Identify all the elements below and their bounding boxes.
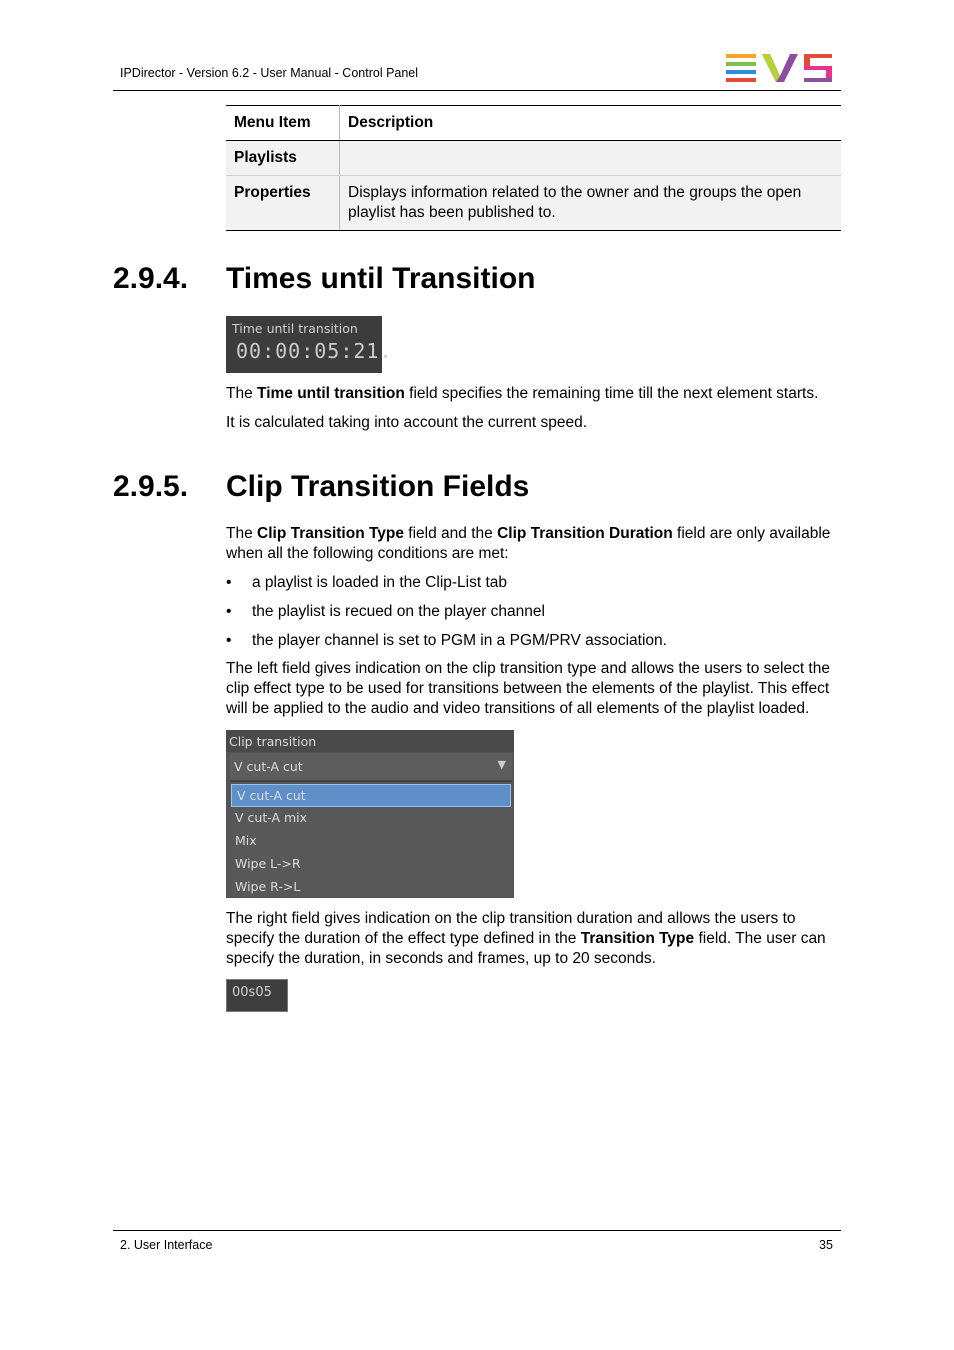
clip-transition-label: Clip transition <box>229 734 317 749</box>
option-label: V cut-A cut <box>237 788 306 803</box>
table-cell-item: Playlists <box>226 141 340 176</box>
time-until-transition-value: 00:00:05:21. <box>236 339 393 363</box>
evs-logo <box>726 54 834 82</box>
footer-chapter: 2. User Interface <box>120 1238 213 1252</box>
table-cell-item: Properties <box>226 176 340 231</box>
time-until-transition-widget <box>226 316 393 373</box>
option-label: Wipe R->L <box>235 879 301 894</box>
list-item-text: a playlist is loaded in the Clip-List tab <box>252 574 508 591</box>
time-until-transition-label: Time until transition <box>232 321 358 336</box>
table-row <box>226 141 841 176</box>
bold-text: Time until transition <box>257 385 405 402</box>
menu-table <box>226 105 841 231</box>
paragraph-left-field: The left field gives indication on the clip transition type and allows the users to select the clip effect type to be used for transitions between the elements of the playlist. This effect will be applied to the audio and video transitions of all elements of the playlist loaded. <box>226 660 830 717</box>
chevron-down-icon: ▼ <box>497 758 506 771</box>
header-rule <box>113 90 841 91</box>
dropdown-value: V cut-A cut <box>234 759 303 774</box>
dropdown-option[interactable] <box>230 830 512 851</box>
dropdown-list <box>230 783 512 896</box>
clip-transition-dropdown[interactable] <box>230 753 512 782</box>
table-cell-desc: Displays information related to the owner and the groups the open playlist has been published to. <box>340 176 842 231</box>
section-number: 2.9.4. <box>113 262 189 295</box>
list-item-text: the player channel is set to PGM in a PGM/PRV association. <box>252 632 667 649</box>
text: field are only available when all the following conditions are met: <box>226 525 831 562</box>
option-label: Wipe L->R <box>235 856 301 871</box>
bullet-icon: • <box>226 632 232 649</box>
table-row <box>226 176 841 231</box>
paragraph-intro <box>226 524 841 564</box>
dropdown-option[interactable] <box>230 876 512 897</box>
clip-transition-duration-field[interactable] <box>226 979 288 1012</box>
bullet-icon: • <box>226 574 232 591</box>
list-item-text: the playlist is recued on the player channel <box>252 603 545 620</box>
option-label: Mix <box>235 833 257 848</box>
clip-transition-header <box>226 730 514 752</box>
text: field and the <box>404 525 498 542</box>
text: The right field gives indication on the clip transition duration and allows the users to specify the duration of the effect type defined in the <box>226 910 796 947</box>
dropdown-option[interactable] <box>231 784 511 807</box>
clip-transition-widget <box>226 730 514 898</box>
text: field. The user can specify the duration, in seconds and frames, up to 20 seconds. <box>226 930 826 967</box>
dropdown-option[interactable] <box>230 807 512 828</box>
paragraph-time-until-transition <box>226 384 841 404</box>
footer-rule <box>113 1230 841 1231</box>
text: The <box>226 525 258 542</box>
text: field specifies the remaining time till the next element starts. <box>404 385 819 402</box>
bold-text: Clip Transition Type <box>257 525 404 542</box>
table-header-menu-item: Menu Item <box>226 106 340 141</box>
paragraph-speed: It is calculated taking into account the current speed. <box>226 414 588 431</box>
section-title: Clip Transition Fields <box>226 470 530 503</box>
section-title: Times until Transition <box>226 262 536 295</box>
bullet-icon: • <box>226 603 232 620</box>
page-number: 35 <box>819 1238 833 1252</box>
section-number: 2.9.5. <box>113 470 189 503</box>
header-title: IPDirector - Version 6.2 - User Manual - Control Panel <box>120 66 419 80</box>
dropdown-option[interactable] <box>230 853 512 874</box>
bold-text: Transition Type <box>580 930 695 947</box>
duration-value: 00s05 <box>232 985 272 1000</box>
text: The <box>226 385 258 402</box>
table-cell-desc <box>340 141 842 176</box>
option-label: V cut-A mix <box>235 810 308 825</box>
bold-text: Clip Transition Duration <box>497 525 673 542</box>
table-header-description: Description <box>340 106 842 141</box>
paragraph-right-field <box>226 909 841 969</box>
